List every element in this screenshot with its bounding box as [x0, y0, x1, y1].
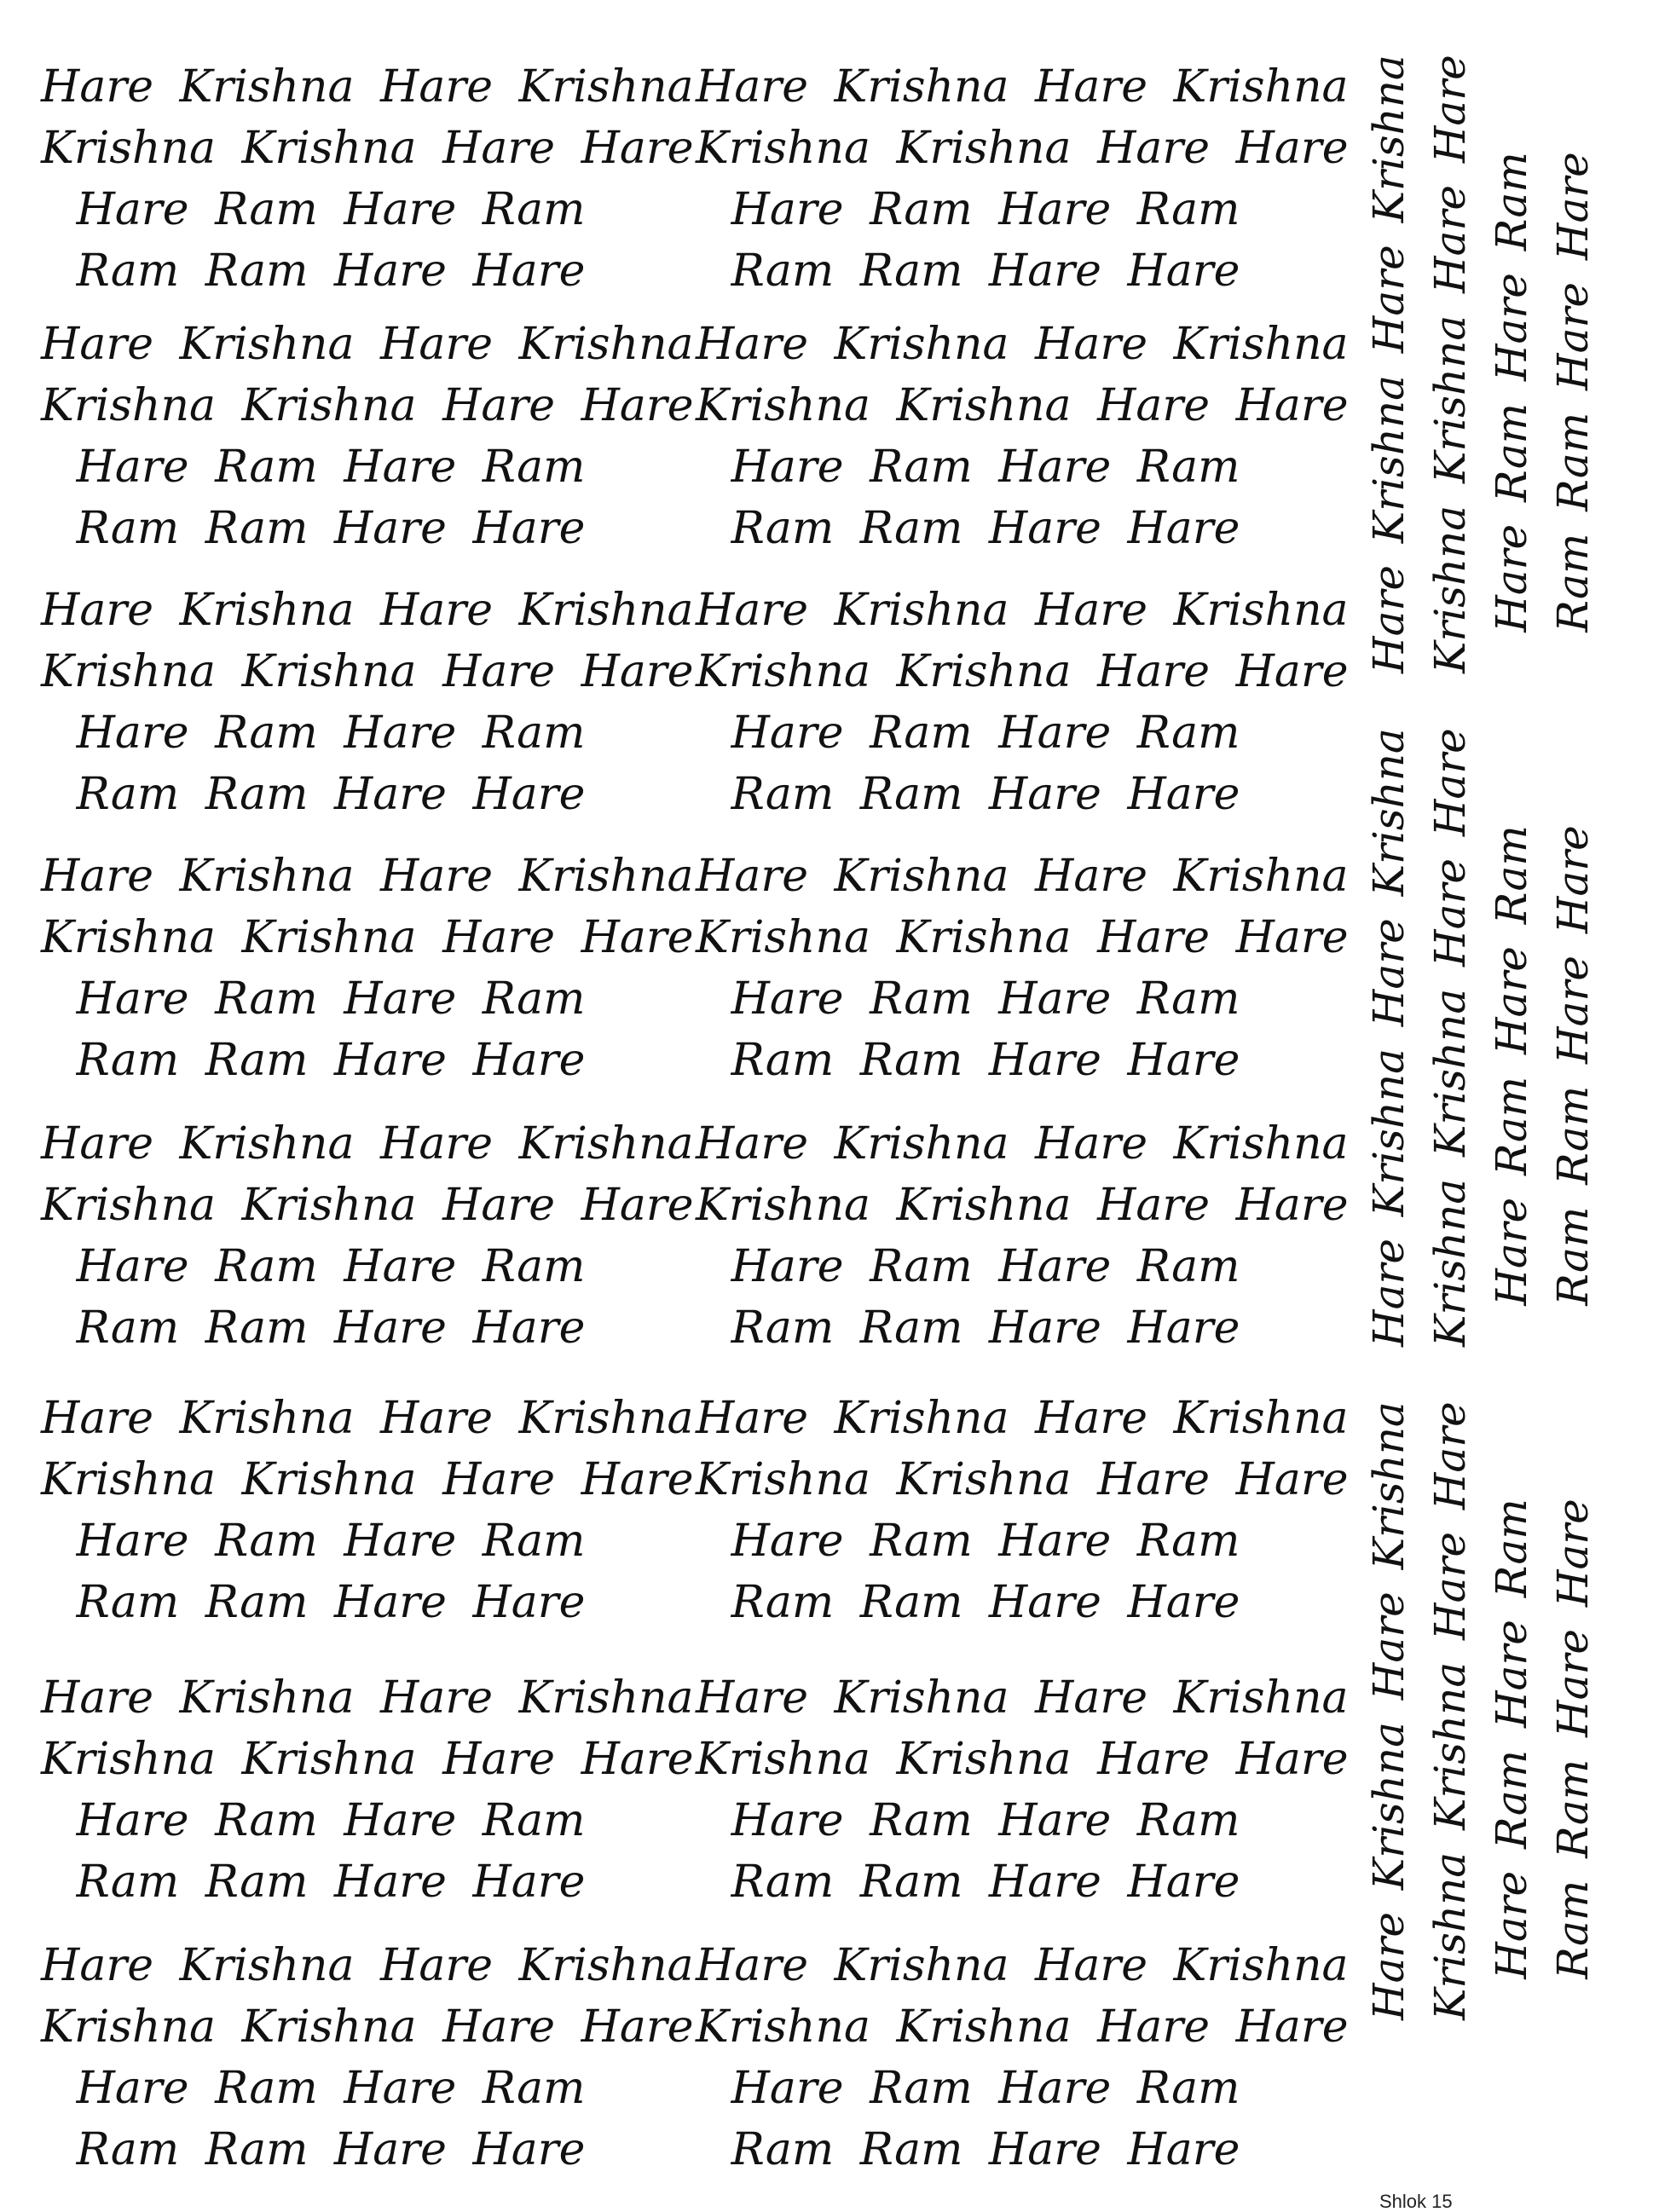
mantra-line-4: Ram Ram Hare Hare — [76, 1302, 586, 1354]
mantra-block — [41, 1940, 694, 2196]
mantra-line-3: Hare Ram Hare Ram — [76, 184, 586, 235]
mantra-block — [696, 585, 1349, 840]
mantra-line-4: Ram Ram Hare Hare — [76, 769, 586, 820]
mantra-line-3: Hare Ram Hare Ram — [731, 184, 1240, 235]
mantra-line-2: Krishna Krishna Hare Hare — [696, 123, 1349, 174]
mantra-block — [41, 585, 694, 840]
mantra-line-3: Hare Ram Hare Ram — [731, 1795, 1240, 1846]
mantra-block — [41, 319, 694, 575]
mantra-line-2: Krishna Krishna Hare Hare — [1425, 728, 1475, 1347]
mantra-line-4: Ram Ram Hare Hare — [731, 1857, 1240, 1908]
mantra-line-4: Ram Ram Hare Hare — [76, 1857, 586, 1908]
mantra-block — [41, 1393, 694, 1649]
mantra-line-1: Hare Krishna Hare Krishna — [41, 1940, 694, 1991]
mantra-line-2: Krishna Krishna Hare Hare — [41, 1734, 694, 1785]
mantra-block-vertical — [1364, 728, 1620, 1347]
mantra-line-3: Hare Ram Hare Ram — [76, 1795, 586, 1846]
mantra-line-3: Hare Ram Hare Ram — [731, 2063, 1240, 2114]
mantra-line-4: Ram Ram Hare Hare — [731, 1302, 1240, 1354]
mantra-line-3: Hare Ram Hare Ram — [731, 1241, 1240, 1292]
mantra-line-4: Ram Ram Hare Hare — [1548, 825, 1598, 1306]
mantra-line-3: Hare Ram Hare Ram — [76, 442, 586, 493]
mantra-line-4: Ram Ram Hare Hare — [731, 2124, 1240, 2175]
mantra-block — [696, 1672, 1349, 1928]
mantra-line-2: Krishna Krishna Hare Hare — [696, 1734, 1349, 1785]
mantra-block — [41, 1118, 694, 1374]
mantra-block — [696, 1393, 1349, 1649]
mantra-line-1: Hare Krishna Hare Krishna — [1364, 728, 1413, 1347]
mantra-block — [41, 61, 694, 317]
mantra-line-3: Hare Ram Hare Ram — [731, 707, 1240, 759]
mantra-block — [696, 1940, 1349, 2196]
mantra-block — [41, 1672, 694, 1928]
mantra-line-3: Hare Ram Hare Ram — [1487, 1499, 1536, 1979]
mantra-line-2: Krishna Krishna Hare Hare — [41, 912, 694, 963]
mantra-block — [696, 851, 1349, 1106]
mantra-line-2: Krishna Krishna Hare Hare — [41, 380, 694, 431]
mantra-line-2: Krishna Krishna Hare Hare — [696, 2001, 1349, 2053]
mantra-line-1: Hare Krishna Hare Krishna — [696, 319, 1349, 370]
mantra-line-1: Hare Krishna Hare Krishna — [41, 585, 694, 636]
mantra-line-2: Krishna Krishna Hare Hare — [696, 380, 1349, 431]
mantra-line-1: Hare Krishna Hare Krishna — [41, 61, 694, 113]
mantra-line-2: Krishna Krishna Hare Hare — [41, 123, 694, 174]
mantra-line-2: Krishna Krishna Hare Hare — [41, 646, 694, 697]
mantra-line-3: Hare Ram Hare Ram — [76, 707, 586, 759]
mantra-line-1: Hare Krishna Hare Krishna — [41, 1118, 694, 1170]
mantra-line-1: Hare Krishna Hare Krishna — [696, 1672, 1349, 1724]
sheet-label: Shlok 15 — [1379, 2191, 1453, 2212]
mantra-line-2: Krishna Krishna Hare Hare — [1425, 1401, 1475, 2020]
mantra-line-2: Krishna Krishna Hare Hare — [696, 646, 1349, 697]
mantra-line-1: Hare Krishna Hare Krishna — [696, 61, 1349, 113]
mantra-line-4: Ram Ram Hare Hare — [731, 503, 1240, 554]
mantra-line-1: Hare Krishna Hare Krishna — [41, 1393, 694, 1444]
mantra-line-2: Krishna Krishna Hare Hare — [696, 1180, 1349, 1231]
mantra-line-4: Ram Ram Hare Hare — [731, 1035, 1240, 1086]
mantra-line-4: Ram Ram Hare Hare — [1548, 1499, 1598, 1979]
mantra-line-1: Hare Krishna Hare Krishna — [41, 319, 694, 370]
mantra-line-4: Ram Ram Hare Hare — [731, 1577, 1240, 1628]
mantra-line-2: Krishna Krishna Hare Hare — [41, 1180, 694, 1231]
mantra-block — [41, 851, 694, 1106]
mantra-line-3: Hare Ram Hare Ram — [76, 973, 586, 1025]
mantra-line-4: Ram Ram Hare Hare — [76, 1577, 586, 1628]
mantra-line-1: Hare Krishna Hare Krishna — [41, 1672, 694, 1724]
mantra-line-3: Hare Ram Hare Ram — [76, 1241, 586, 1292]
mantra-line-2: Krishna Krishna Hare Hare — [41, 2001, 694, 2053]
mantra-line-3: Hare Ram Hare Ram — [1487, 152, 1536, 632]
mantra-line-4: Ram Ram Hare Hare — [76, 503, 586, 554]
mantra-line-3: Hare Ram Hare Ram — [731, 973, 1240, 1025]
mantra-line-2: Krishna Krishna Hare Hare — [41, 1454, 694, 1505]
mantra-line-1: Hare Krishna Hare Krishna — [41, 851, 694, 902]
mantra-line-4: Ram Ram Hare Hare — [76, 245, 586, 297]
mantra-line-2: Krishna Krishna Hare Hare — [696, 1454, 1349, 1505]
mantra-line-4: Ram Ram Hare Hare — [76, 2124, 586, 2175]
mantra-block — [696, 319, 1349, 575]
mantra-block — [696, 1118, 1349, 1374]
mantra-line-4: Ram Ram Hare Hare — [731, 245, 1240, 297]
mantra-line-3: Hare Ram Hare Ram — [731, 442, 1240, 493]
mantra-block-vertical — [1364, 55, 1620, 673]
mantra-line-1: Hare Krishna Hare Krishna — [696, 1393, 1349, 1444]
mantra-block — [696, 61, 1349, 317]
mantra-line-4: Ram Ram Hare Hare — [1548, 152, 1598, 632]
mantra-line-3: Hare Ram Hare Ram — [1487, 825, 1536, 1306]
mantra-line-1: Hare Krishna Hare Krishna — [1364, 55, 1413, 673]
mantra-line-2: Krishna Krishna Hare Hare — [1425, 55, 1475, 673]
mantra-line-4: Ram Ram Hare Hare — [76, 1035, 586, 1086]
mantra-line-1: Hare Krishna Hare Krishna — [696, 851, 1349, 902]
mantra-line-4: Ram Ram Hare Hare — [731, 769, 1240, 820]
mantra-line-3: Hare Ram Hare Ram — [76, 2063, 586, 2114]
mantra-line-1: Hare Krishna Hare Krishna — [1364, 1401, 1413, 2020]
mantra-line-1: Hare Krishna Hare Krishna — [696, 585, 1349, 636]
mantra-line-1: Hare Krishna Hare Krishna — [696, 1940, 1349, 1991]
mantra-line-3: Hare Ram Hare Ram — [731, 1516, 1240, 1567]
mantra-line-1: Hare Krishna Hare Krishna — [696, 1118, 1349, 1170]
mantra-line-2: Krishna Krishna Hare Hare — [696, 912, 1349, 963]
mantra-block-vertical — [1364, 1401, 1620, 2020]
mantra-line-3: Hare Ram Hare Ram — [76, 1516, 586, 1567]
